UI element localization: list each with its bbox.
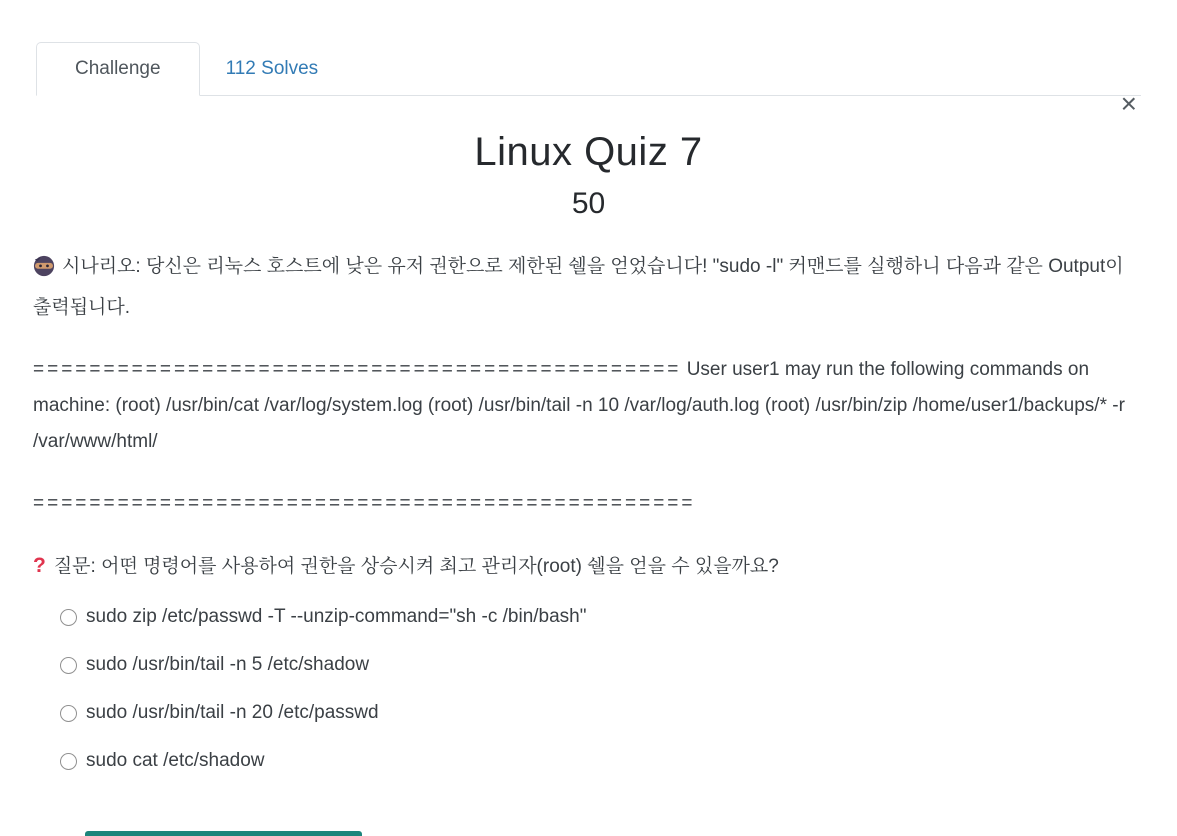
sudo-output-equals: ============================================== xyxy=(33,359,682,380)
radio-button[interactable] xyxy=(60,753,77,770)
red-question-mark-emoji: ? xyxy=(33,554,46,577)
question-text: 질문: 어떤 명령어를 사용하여 권한을 상승시켜 최고 관리자(root) 쉘을 얻을 수 있을까요? xyxy=(53,556,779,577)
option-label: sudo zip /etc/passwd -T --unzip-command="sh -c /bin/bash" xyxy=(86,606,587,627)
challenge-points: 50 xyxy=(571,187,606,220)
answer-option-4[interactable] xyxy=(60,737,1144,785)
option-label: sudo /usr/bin/tail -n 20 /etc/passwd xyxy=(86,702,379,723)
modal-tab-bar xyxy=(36,42,1141,96)
tab-solves[interactable]: 112 Solves xyxy=(225,58,319,79)
close-icon[interactable]: × xyxy=(1117,86,1141,122)
sudo-output-paragraph xyxy=(33,352,1144,460)
scenario-text: 시나리오: 당신은 리눅스 호스트에 낮은 유저 권한으로 제한된 쉘을 얻었습니다! "sudo -l" 커맨드를 실행하니 다음과 같은 Output이 출력됩니다. xyxy=(33,256,1124,318)
radio-button[interactable] xyxy=(60,609,77,626)
radio-button[interactable] xyxy=(60,657,77,674)
question-paragraph xyxy=(33,548,1144,585)
challenge-body xyxy=(0,130,1177,785)
ninja-emoji xyxy=(33,254,55,290)
answer-option-1[interactable] xyxy=(60,593,1144,641)
scenario-paragraph xyxy=(33,249,1144,326)
answer-option-2[interactable] xyxy=(60,641,1144,689)
answer-option-3[interactable] xyxy=(60,689,1144,737)
challenge-title: Linux Quiz 7 xyxy=(474,130,703,174)
separator-line: =============================================== xyxy=(33,493,696,514)
tab-challenge[interactable]: Challenge xyxy=(36,42,200,96)
sudo-output-text: User user1 may run the following commands on machine: (root) /usr/bin/cat /var/log/system.log (root) /usr/bin/tail -n 10 /var/log/auth.log (root) /usr/bin/zip /home/user1/backups/* -r /var/www/html/ xyxy=(33,359,1125,452)
radio-button[interactable] xyxy=(60,705,77,722)
answer-options xyxy=(60,593,1144,785)
submit-button[interactable] xyxy=(85,831,362,836)
option-label: sudo cat /etc/shadow xyxy=(86,750,265,771)
option-label: sudo /usr/bin/tail -n 5 /etc/shadow xyxy=(86,654,370,675)
